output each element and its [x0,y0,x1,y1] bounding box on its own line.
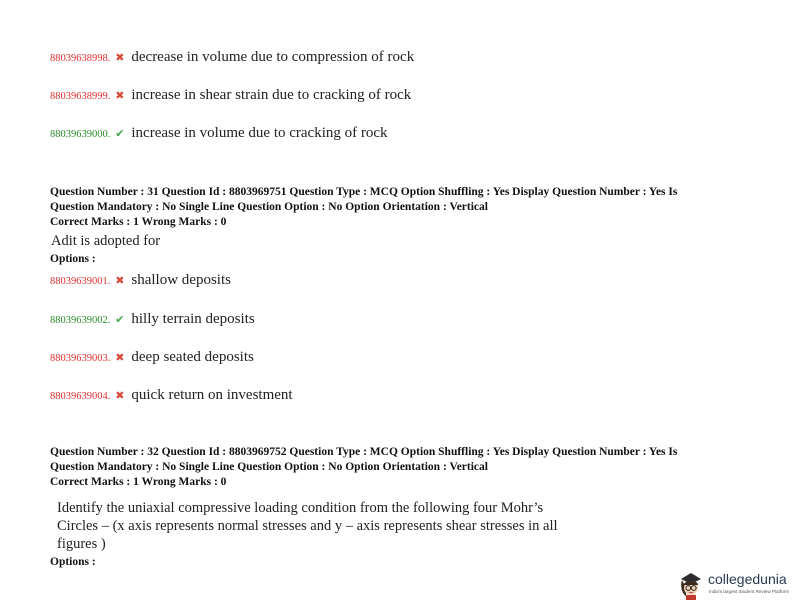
option-item [50,87,411,104]
option-text: shallow deposits [131,272,231,288]
option-id: 88039639004. [50,391,111,402]
option-item [50,272,231,289]
option-text: hilly terrain deposits [131,311,255,327]
option-id: 88039638999. [50,91,111,102]
option-item [50,311,255,328]
question-text-line: Circles – (x axis represents normal stresses and y – axis represents shear stresses in all [57,518,558,534]
brand-name: collegedunia [708,571,787,587]
options-label: Options : [50,556,96,568]
option-text: decrease in volume due to compression of rock [131,49,415,65]
option-text: quick return on investment [131,387,293,403]
cross-icon: ✖ [115,89,125,102]
question-meta-line: Question Mandatory : No Single Line Question Option : No Option Orientation : Vertical [50,201,488,213]
cross-icon: ✖ [115,51,125,64]
option-id: 88039638998. [50,53,111,64]
question-text [57,499,558,553]
options-label: Options : [50,253,96,265]
option-item [50,49,414,66]
check-icon: ✔ [115,127,125,140]
question-text-line: figures ) [57,536,106,552]
option-item [50,387,293,404]
question-meta-line: Question Mandatory : No Single Line Question Option : No Option Orientation : Vertical [50,461,488,473]
cross-icon: ✖ [115,389,125,402]
cross-icon: ✖ [115,351,125,364]
option-id: 88039639003. [50,353,111,364]
question-meta-line: Question Number : 31 Question Id : 8803969751 Question Type : MCQ Option Shuffling : Yes Display Question Number : Yes Is [50,186,678,198]
option-text: deep seated deposits [131,349,254,365]
question-text-line: Identify the uniaxial compressive loading condition from the following four Mohr’s [57,500,544,516]
option-item [50,125,388,142]
option-text: increase in volume due to cracking of rock [131,125,388,141]
question-meta [50,185,677,230]
student-mascot-icon [678,570,704,600]
option-id: 88039639001. [50,276,111,287]
cross-icon: ✖ [115,274,125,287]
brand-tagline: India's largest Student Review Platform [709,589,790,594]
option-text: increase in shear strain due to cracking of rock [131,87,412,103]
option-item [50,349,254,366]
check-icon: ✔ [115,313,125,326]
question-text: Adit is adopted for [51,233,161,249]
option-id: 88039639000. [50,129,111,140]
question-meta [50,445,677,490]
marks-line: Correct Marks : 1 Wrong Marks : 0 [50,476,227,488]
question-meta-line: Question Number : 32 Question Id : 8803969752 Question Type : MCQ Option Shuffling : Yes Display Question Number : Yes Is [50,446,678,458]
collegedunia-logo [678,566,788,606]
marks-line: Correct Marks : 1 Wrong Marks : 0 [50,216,227,228]
option-id: 88039639002. [50,315,111,326]
